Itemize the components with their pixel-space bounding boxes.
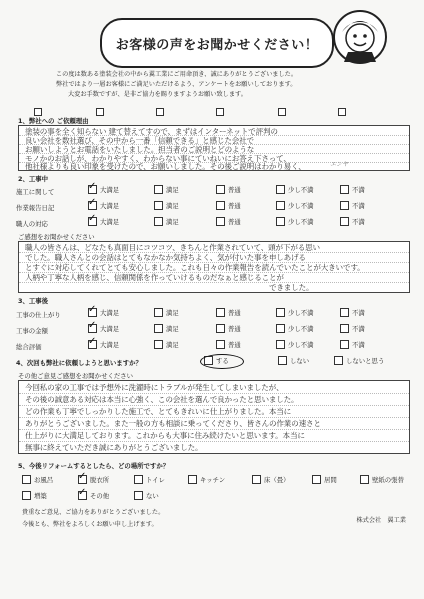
option-label: 少し不満 [288, 325, 314, 333]
option-label: 不満 [352, 325, 365, 333]
reason-line: 他社様よりも良い印象を受けたので、お願いしました。その後ご説明はわかり易く、 [25, 162, 306, 171]
option-label: 不満 [352, 341, 365, 349]
option-label: 不満 [352, 186, 365, 194]
footer-closing: 今後とも、弊社をよろしくお願い申し上げます。 [22, 521, 158, 528]
checkbox[interactable] [276, 185, 285, 194]
option-label: 不満 [352, 202, 365, 210]
checkbox-checked[interactable] [88, 185, 97, 194]
checkbox[interactable] [154, 185, 163, 194]
reason-line: モノかのお話しが、わかりやすく、わからない事にていねいにお答え下さって、 [25, 154, 291, 163]
option-label: 普通 [228, 218, 241, 226]
checkbox[interactable] [154, 308, 163, 317]
checkbox[interactable] [340, 340, 349, 349]
option-label: 脱衣所 [90, 476, 110, 484]
option-label: 大満足 [100, 202, 120, 210]
header-checkbox-row [20, 108, 400, 116]
checkbox[interactable] [216, 185, 225, 194]
checkbox[interactable] [360, 475, 369, 484]
checkbox[interactable] [340, 308, 349, 317]
checkbox[interactable] [96, 108, 104, 116]
option-label: その他 [90, 492, 110, 500]
option-label: 大満足 [100, 325, 120, 333]
option-label: 普通 [228, 202, 241, 210]
option-label: 少し不満 [288, 218, 314, 226]
mascot-icon [332, 8, 388, 66]
checkbox-checked[interactable] [88, 340, 97, 349]
option-label: 少し不満 [288, 309, 314, 317]
option-label: 大満足 [100, 309, 120, 317]
selected-circle [200, 354, 244, 369]
option-label: しない [290, 357, 310, 365]
checkbox-checked[interactable] [78, 475, 87, 484]
checkbox[interactable] [276, 324, 285, 333]
option-label: 普通 [228, 309, 241, 317]
reason-line: 良い会社を数社選び、その中から一番「信頼できる」と感じた会社で [25, 136, 254, 145]
checkbox[interactable] [278, 356, 287, 365]
checkbox[interactable] [276, 308, 285, 317]
company-name: 株式会社 翼工業 [356, 517, 406, 524]
option-label: 満足 [166, 218, 179, 226]
checkbox[interactable] [34, 108, 42, 116]
footer-thanks: 貴重なご意見、ご協力をありがとうございました。 [22, 509, 165, 516]
other-line: 仕上がりに大満足しております。これからも大事に住み続けたいと思います。本当に [25, 431, 305, 440]
option-label: 増築 [34, 492, 47, 500]
checkbox[interactable] [22, 491, 31, 500]
option-label: 壁紙の張替 [372, 476, 404, 484]
checkbox[interactable] [334, 356, 343, 365]
rating-row [16, 324, 416, 336]
checkbox[interactable] [154, 340, 163, 349]
checkbox[interactable] [154, 217, 163, 226]
checkbox[interactable] [216, 340, 225, 349]
checkbox-checked[interactable] [88, 217, 97, 226]
option-label: 満足 [166, 309, 179, 317]
checkbox[interactable] [216, 108, 224, 116]
checkbox[interactable] [216, 201, 225, 210]
option-label: 大満足 [100, 186, 120, 194]
title-banner [100, 18, 334, 68]
other-line: 今回私の家の工事では予想外に洗濯時にトラブルが発生してしまいましたが、 [25, 383, 284, 392]
section-1-heading: 1、弊社への ご依頼理由 [18, 117, 89, 125]
checkbox[interactable] [216, 217, 225, 226]
option-label: 不満 [352, 218, 365, 226]
next-order-row [16, 356, 416, 368]
rating-row [16, 217, 416, 229]
option-label: 大満足 [100, 341, 120, 349]
checkbox[interactable] [216, 308, 225, 317]
checkbox[interactable] [188, 475, 197, 484]
during-line: 人柄や丁寧な人柄を感じ、信頼関係を作っていけるものだなぁと感じることが [25, 273, 284, 282]
during-line: とすぐに対応してくれてとても安心しました。これも日々の作業報告を読んでいたことが大きいです。 [25, 263, 365, 272]
checkbox[interactable] [156, 108, 164, 116]
checkbox-checked[interactable] [88, 308, 97, 317]
option-label: 不満 [352, 309, 365, 317]
checkbox[interactable] [252, 475, 261, 484]
option-label: 少し不満 [288, 341, 314, 349]
checkbox[interactable] [216, 324, 225, 333]
checkbox[interactable] [276, 340, 285, 349]
during-comment-box [18, 241, 410, 293]
rating-row [16, 201, 416, 213]
checkbox-checked[interactable] [78, 491, 87, 500]
checkbox[interactable] [134, 491, 143, 500]
reason-box [18, 125, 410, 171]
rating-label: 総合評価 [16, 343, 42, 351]
section-2-heading: 2、工事中 [18, 175, 49, 183]
intro-line-1: この度は数ある塗装会社の中から翼工業にご用命頂き、誠にありがとうございました。 [56, 71, 298, 78]
checkbox[interactable] [340, 201, 349, 210]
during-line: できました。 [269, 283, 314, 292]
option-label: お風呂 [34, 476, 54, 484]
rating-label: 工事の金額 [16, 327, 48, 335]
option-label: 床（畳） [264, 476, 290, 484]
rating-label: 職人の対応 [16, 220, 48, 228]
intro-line-2: 弊社ではより一層お客様にご満足いただけるよう、アンケートをお願いしております。 [56, 81, 297, 88]
checkbox[interactable] [276, 217, 285, 226]
option-label: 少し不満 [288, 186, 314, 194]
option-label: キッチン [200, 476, 226, 484]
checkbox[interactable] [134, 475, 143, 484]
option-label: しないと思う [346, 357, 385, 365]
section-5-heading: 5、今後リフォームするとしたら、どの場所ですか？ [18, 462, 170, 470]
initial-stamp: エンヤ [330, 161, 349, 168]
reason-line: お願いしようとお電話をいたしました。担当者のご説明とどのような [25, 145, 255, 154]
option-label: 満足 [166, 325, 179, 333]
checkbox[interactable] [312, 475, 321, 484]
section-4-heading: 4、次回も弊社に依頼しようと思いますか？ [16, 359, 142, 367]
option-label: 大満足 [100, 218, 120, 226]
reform-row [22, 475, 422, 487]
option-label: する [216, 357, 229, 365]
checkbox[interactable] [340, 324, 349, 333]
checkbox-checked[interactable] [88, 201, 97, 210]
intro-line-3: 大変お手数ですが、是非ご協力を賜りますようお願い致します。 [68, 91, 247, 98]
checkbox[interactable] [340, 185, 349, 194]
checkbox-checked[interactable] [88, 324, 97, 333]
other-comment-box [18, 380, 410, 454]
option-label: 普通 [228, 325, 241, 333]
rating-row [16, 185, 416, 197]
checkbox[interactable] [22, 475, 31, 484]
option-label: 普通 [228, 186, 241, 194]
checkbox[interactable] [154, 324, 163, 333]
during-line: 職人の皆さんは、どなたも真面目にコツコツ、きちんと作業されていて、頭が下がる思い [25, 243, 320, 252]
other-line: 無事に終えていただき誠にありがとうございました。 [25, 443, 203, 452]
during-line: でした。職人さんとの会話はとてもなかなか気持ちよく、気が付いた事を申しあげる [25, 253, 306, 262]
checkbox[interactable] [276, 201, 285, 210]
checkbox[interactable] [278, 108, 286, 116]
rating-label: 工事の仕上がり [16, 311, 61, 319]
option-label: 少し不満 [288, 202, 314, 210]
option-label: 満足 [166, 186, 179, 194]
rating-label: 作業報告日記 [16, 204, 55, 212]
during-comment-heading: ご感想をお聞かせください [18, 233, 95, 241]
option-label: トイレ [146, 476, 165, 484]
checkbox[interactable] [340, 217, 349, 226]
rating-row [16, 308, 416, 320]
option-label: 満足 [166, 202, 179, 210]
other-line: その後の誠意ある対応は本当に心強く、この会社を選んで良かったと思いました。 [25, 395, 299, 404]
rating-label: 施工に関して [16, 188, 55, 196]
reform-row [22, 491, 422, 503]
other-comment-heading: その他ご意見ご感想をお聞かせください [18, 372, 134, 380]
checkbox[interactable] [154, 201, 163, 210]
option-label: ない [146, 492, 159, 500]
section-3-heading: 3、工事後 [18, 297, 49, 305]
rating-row [16, 340, 416, 352]
option-label: 居間 [324, 476, 337, 484]
reason-line: 塗装の事を全く知らない 建て替えてすので、まずはインターネットで評判の [25, 127, 278, 136]
other-line: どの作業も丁寧でしっかりした施工で、とてもきれいに仕上がりました。本当に [25, 407, 292, 416]
option-label: 満足 [166, 341, 179, 349]
other-line: ありがとうございました。また一般の方も相談に乗ってくださり、皆さんの作業の速さと [25, 419, 321, 428]
checkbox[interactable] [338, 108, 346, 116]
option-label: 普通 [228, 341, 241, 349]
page-title: お客様の声をお聞かせください！ [115, 37, 319, 53]
